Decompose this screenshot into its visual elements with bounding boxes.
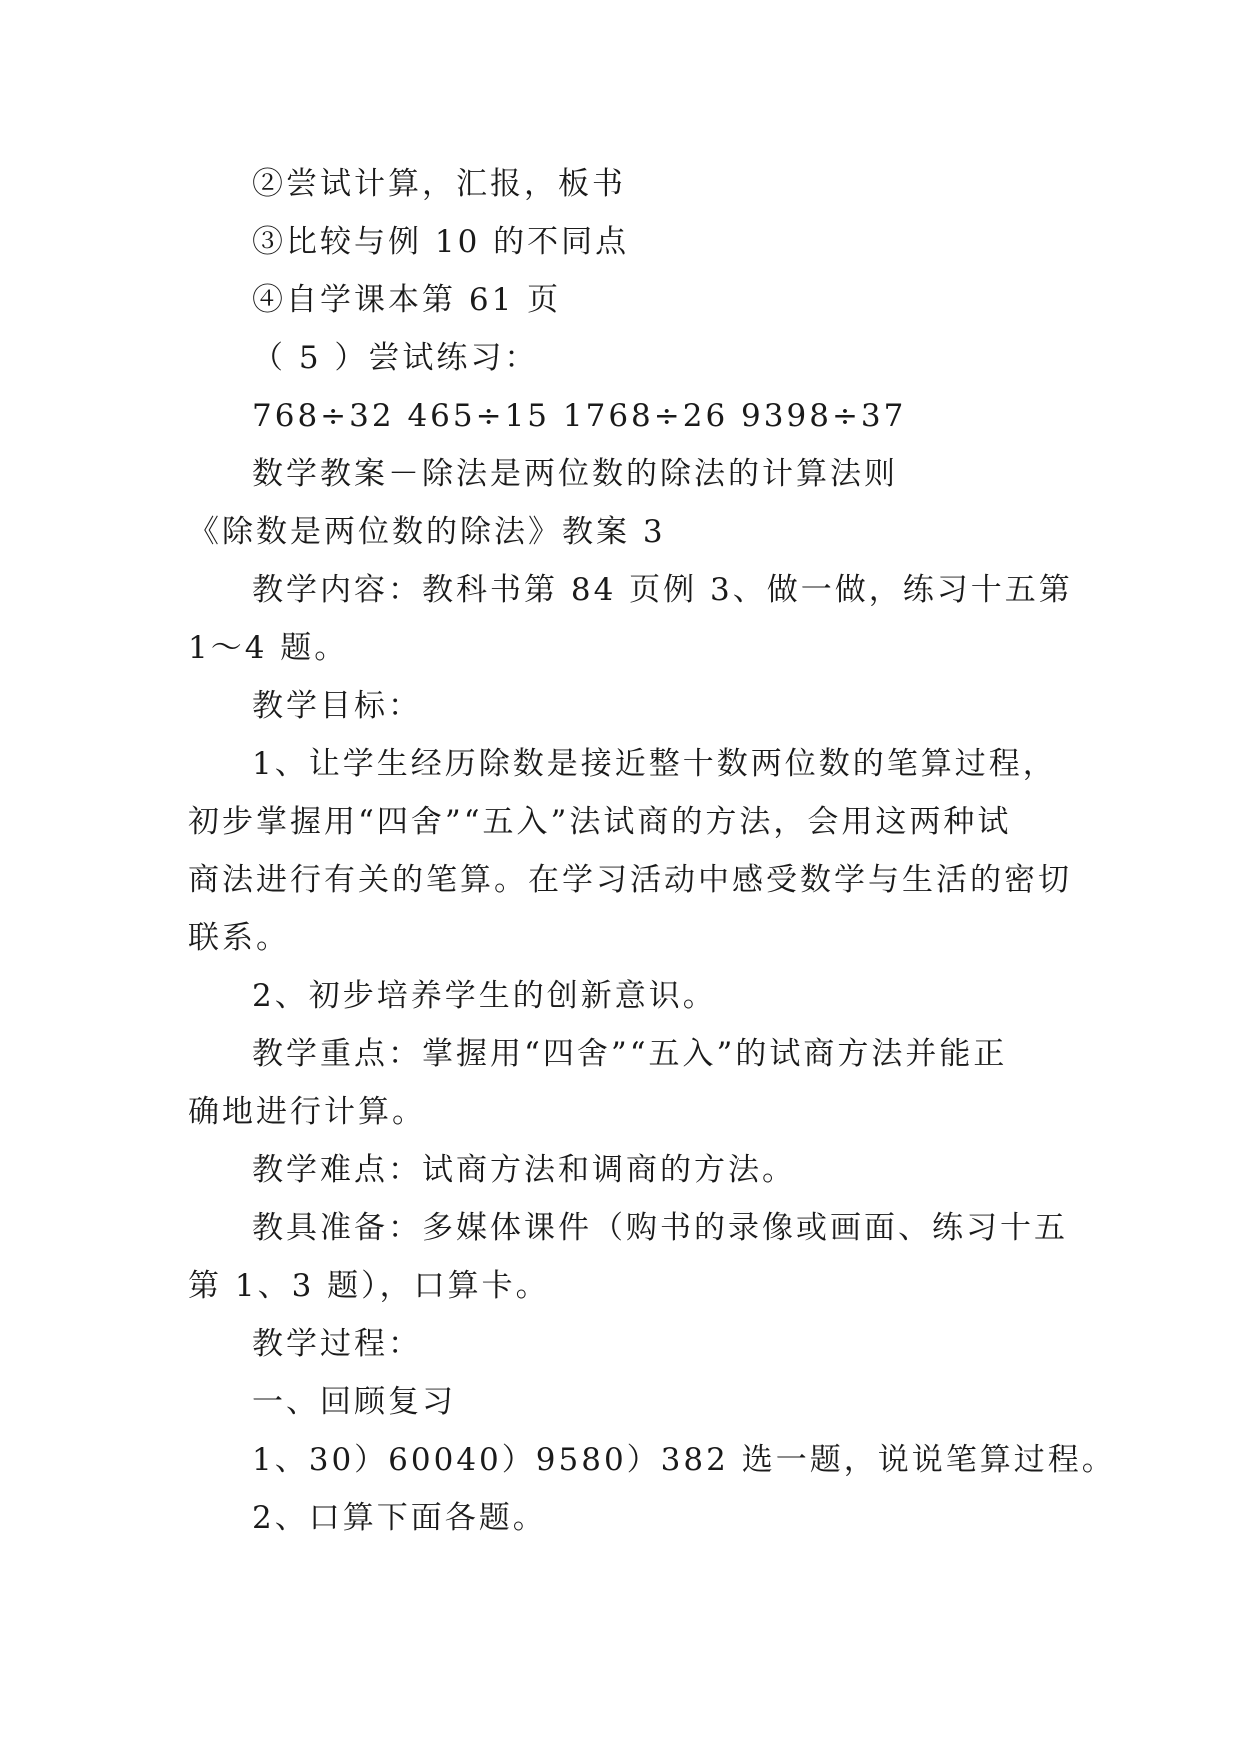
difficulty-paragraph: 教学难点：试商方法和调商的方法。 [252, 1152, 796, 1188]
practice-heading: （ 5 ）尝试练习： [252, 340, 539, 376]
step-3-line: ③比较与例 10 的不同点 [252, 224, 630, 260]
process-heading: 教学过程： [252, 1326, 422, 1362]
section-note: 数学教案－除法是两位数的除法的计算法则 [252, 456, 898, 492]
key-point-paragraph: 确地进行计算。 [188, 1094, 426, 1130]
practice-problems: 768÷32 465÷15 1768÷26 9398÷37 [252, 398, 907, 434]
review-item-1: 1、30）60040）9580）382 选一题，说说笔算过程。 [252, 1442, 1116, 1478]
objectives-heading: 教学目标： [252, 688, 422, 724]
content-paragraph: 教学内容：教科书第 84 页例 3、做一做，练习十五第 [252, 572, 1073, 608]
materials-paragraph: 第 1、3 题），口算卡。 [188, 1268, 550, 1304]
step-4-line: ④自学课本第 61 页 [252, 282, 562, 318]
review-item-2: 2、口算下面各题。 [252, 1500, 547, 1536]
review-heading: 一、回顾复习 [252, 1384, 456, 1420]
objective-2: 2、初步培养学生的创新意识。 [252, 978, 717, 1014]
key-point-paragraph: 教学重点：掌握用“四舍”“五入”的试商方法并能正 [252, 1036, 1008, 1072]
materials-paragraph: 教具准备：多媒体课件（购书的录像或画面、练习十五 [252, 1210, 1068, 1246]
objective-1: 1、让学生经历除数是接近整十数两位数的笔算过程， [252, 746, 1057, 782]
objective-1: 初步掌握用“四舍”“五入”法试商的方法，会用这两种试 [188, 804, 1012, 840]
lesson-title: 《除数是两位数的除法》教案 3 [188, 514, 666, 550]
step-2-line: ②尝试计算，汇报，板书 [252, 166, 626, 202]
objective-1: 联系。 [188, 920, 290, 956]
content-paragraph: 1～4 题。 [188, 630, 349, 666]
objective-1: 商法进行有关的笔算。在学习活动中感受数学与生活的密切 [188, 862, 1072, 898]
